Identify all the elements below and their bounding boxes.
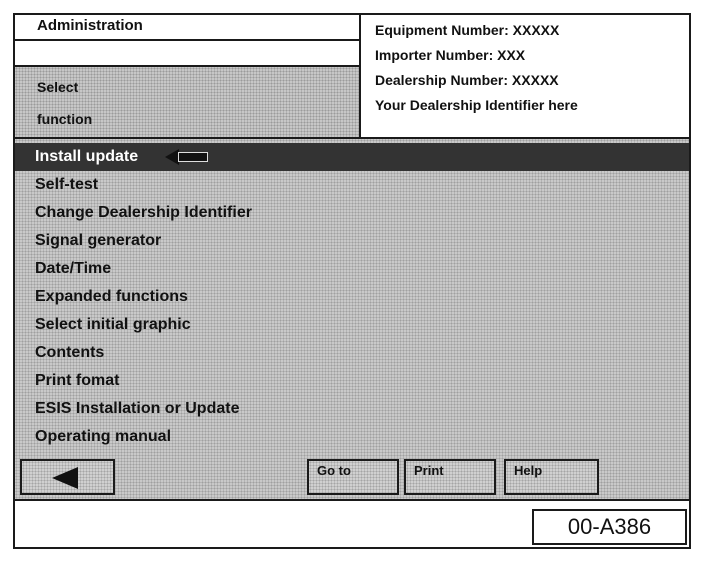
screen-title: Administration [15,15,359,41]
selection-pointer-icon [165,149,179,165]
function-label: function [37,111,93,127]
menu-item-expanded-functions[interactable] [15,283,689,311]
select-function-box [15,67,359,137]
application-window [13,13,691,549]
menu-item-label: Select initial graphic [35,316,191,333]
equipment-number: Equipment Number: XXXXX [375,22,560,38]
menu-item-install-update[interactable] [15,143,689,171]
left-arrow-icon [52,467,78,489]
menu-item-operating-manual[interactable] [15,423,689,451]
print-label: Print [414,463,444,478]
help-button[interactable] [504,459,599,495]
menu-item-label: Expanded functions [35,288,188,305]
menu-item-label: Operating manual [35,428,172,445]
print-button[interactable] [404,459,496,495]
select-label: Select [37,79,79,95]
status-footer [15,501,689,547]
title-blank-row [15,41,359,67]
dealership-number: Dealership Number: XXXXX [375,72,559,88]
menu-item-select-initial-graphic[interactable] [15,311,689,339]
menu-item-label: Install update [35,148,139,165]
selection-pointer-tail [178,152,208,162]
menu-item-esis-installation[interactable] [15,395,689,423]
help-label: Help [514,463,543,478]
menu-item-self-test[interactable] [15,171,689,199]
menu-item-label: ESIS Installation or Update [35,400,240,417]
header-info-panel [361,15,689,137]
menu-item-change-dealership-identifier[interactable] [15,199,689,227]
menu-item-label: Signal generator [35,232,162,249]
importer-number: Importer Number: XXX [375,47,526,63]
go-to-label: Go to [317,463,351,478]
dealership-identifier: Your Dealership Identifier here [375,97,578,113]
menu-list [15,143,689,451]
menu-item-signal-generator[interactable] [15,227,689,255]
figure-id-label: 00-A386 [532,509,687,545]
header-left-panel [15,15,361,137]
menu-item-print-format[interactable] [15,367,689,395]
back-button[interactable] [20,459,115,495]
menu-item-date-time[interactable] [15,255,689,283]
menu-item-label: Date/Time [35,260,112,277]
menu-item-label: Print fomat [35,372,120,389]
menu-item-label: Change Dealership Identifier [35,204,252,221]
menu-item-label: Contents [35,344,105,361]
go-to-button[interactable] [307,459,399,495]
menu-item-contents[interactable] [15,339,689,367]
function-menu [15,137,689,501]
menu-item-label: Self-test [35,176,99,193]
